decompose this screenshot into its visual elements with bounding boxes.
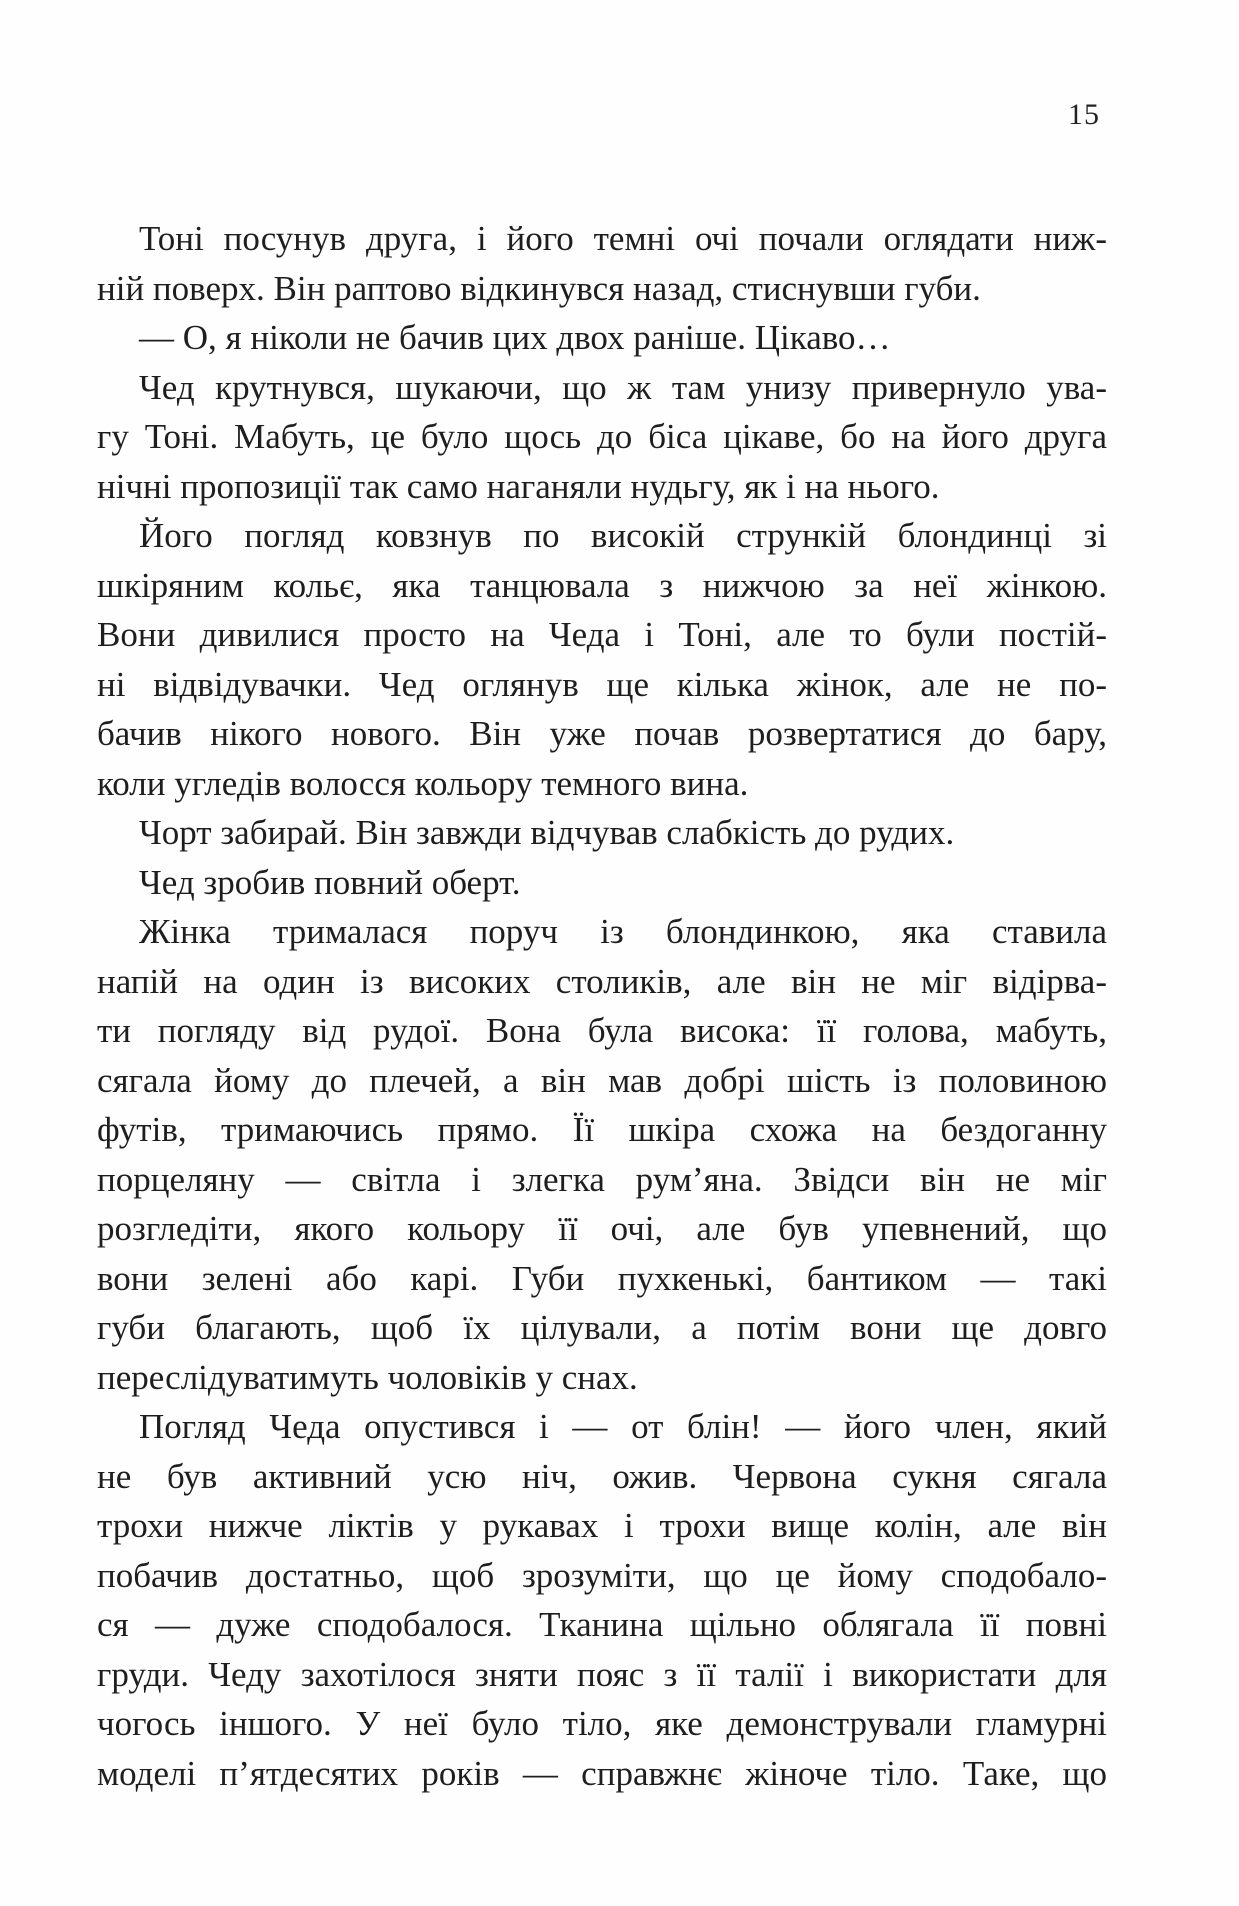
- text-line: Жінка трималася поруч із блондинкою, яка ставила: [139, 912, 1107, 951]
- text-line: коли угледів волосся кольору темного вина.: [97, 763, 749, 803]
- text-line: трохи нижче ліктів у рукавах і трохи вище колін, але він: [97, 1506, 1107, 1545]
- text-line: побачив достатньо, щоб зрозуміти, що це йому сподобало-: [97, 1555, 1107, 1595]
- text-line: порцеляну — світла і злегка рум’яна. Звідси він не міг: [97, 1159, 1107, 1199]
- text-line: губи благають, щоб їх цілували, а потім вони ще довго: [97, 1308, 1107, 1347]
- text-line: розгледіти, якого кольору її очі, але був упевнений, що: [97, 1209, 1107, 1248]
- text-line: ся — дуже сподобалося. Тканина щільно облягала її повні: [97, 1605, 1107, 1644]
- text-line: гу Тоні. Мабуть, це було щось до біса цікаве, бо на його друга: [97, 417, 1107, 456]
- text-line: ні відвідувачки. Чед оглянув ще кілька жінок, але не по-: [97, 664, 1107, 704]
- text-line: — О, я ніколи не бачив цих двох раніше. Цікаво…: [139, 318, 891, 357]
- text-line: Вони дивилися просто на Чеда і Тоні, але то були постій-: [97, 615, 1107, 654]
- text-line: переслідуватимуть чоловіків у снах.: [97, 1357, 638, 1397]
- text-line: футів, тримаючись прямо. Її шкіра схожа на бездоганну: [97, 1110, 1107, 1149]
- text-line: моделі п’ятдесятих років — справжнє жіноче тіло. Таке, що: [97, 1753, 1107, 1793]
- text-line: чогось іншого. У неї було тіло, яке демонстрували гламурні: [97, 1704, 1107, 1743]
- text-line: шкіряним кольє, яка танцювала з нижчою за неї жінкою.: [97, 565, 1107, 605]
- text-line: ти погляду від рудої. Вона була висока: її голова, мабуть,: [97, 1011, 1107, 1050]
- text-line: сягала йому до плечей, а він мав добрі шість із половиною: [97, 1060, 1107, 1100]
- text-line: нічні пропозиції так само наганяли нудьгу, як і на нього.: [97, 466, 940, 506]
- text-line: Чорт забирай. Він завжди відчував слабкість до рудих.: [139, 813, 955, 852]
- text-line: Тоні посунув друга, і його темні очі почали оглядати ниж-: [139, 219, 1107, 258]
- text-line: Погляд Чеда опустився і — от блін! — його член, який: [139, 1407, 1107, 1446]
- text-line: напій на один із високих столиків, але він не міг відірва-: [97, 961, 1107, 1001]
- text-line: Його погляд ковзнув по високій стрункій блондинці зі: [139, 516, 1107, 555]
- body-text: [97, 214, 1107, 1798]
- text-line: груди. Чеду захотілося зняти пояс з її талії і використати для: [97, 1654, 1107, 1694]
- text-line: Чед зробив повний оберт.: [139, 862, 521, 902]
- text-line: вони зелені або карі. Губи пухкенькі, бантиком — такі: [97, 1258, 1107, 1298]
- text-line: Чед крутнувся, шукаючи, що ж там унизу привернуло ува-: [139, 367, 1107, 407]
- text-line: ній поверх. Він раптово відкинувся назад, стиснувши губи.: [97, 268, 981, 308]
- text-line: не був активний усю ніч, ожив. Червона сукня сягала: [97, 1456, 1107, 1496]
- page-number: 15: [1068, 98, 1100, 131]
- text-line: бачив нікого нового. Він уже почав розвертатися до бару,: [97, 714, 1107, 753]
